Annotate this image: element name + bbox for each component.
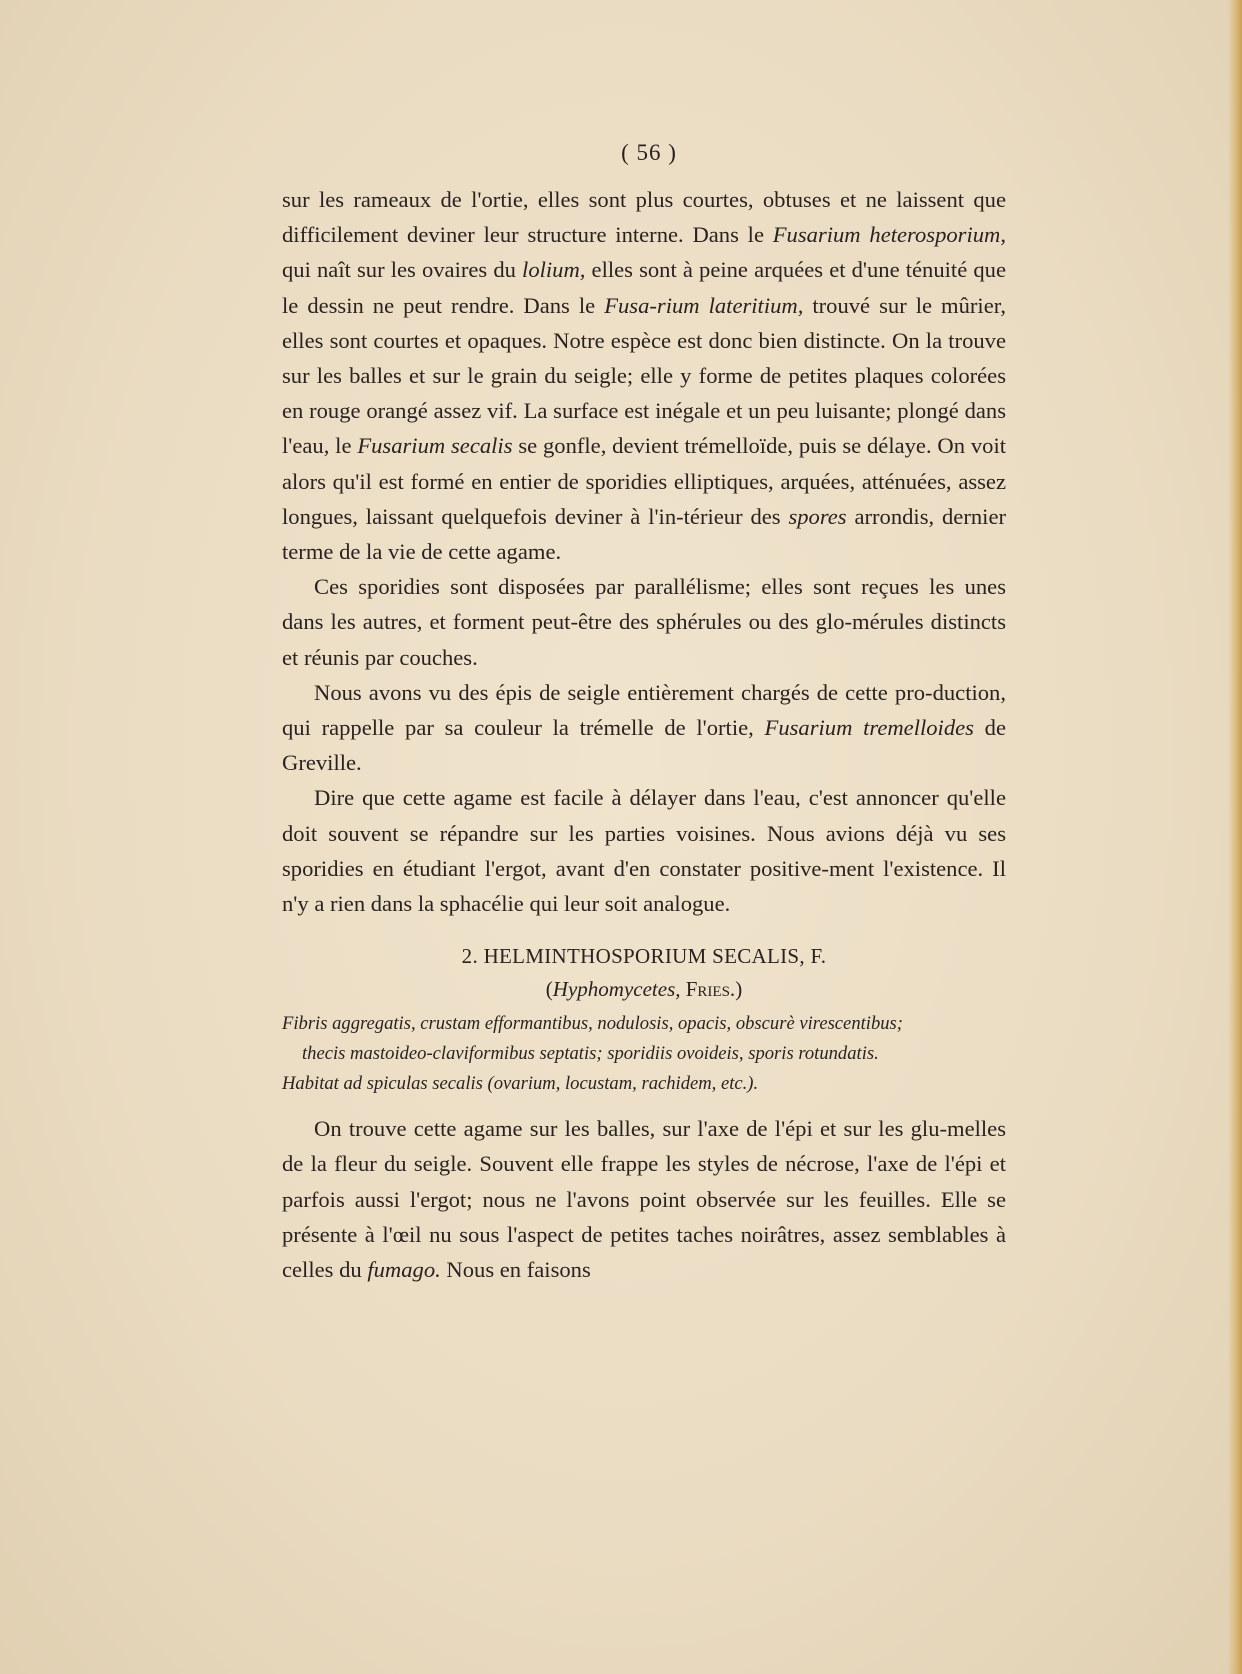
paragraph-final	[282, 1111, 1006, 1287]
text-segment: lolium,	[522, 257, 586, 283]
text-segment: Fusarium secalis	[357, 433, 513, 459]
final-text: On trouve cette agame sur les balles, sur l'axe de l'épi et sur les glu-melles de la fleur du seigle. Souvent elle frappe les styles de nécrose, l'axe de l'épi et parfois aussi l'ergot; nous ne l'avons point observée sur les feuilles. Elle se présente à l'œil nu sous l'aspect de petites taches noirâtres, assez semblables à celles du	[282, 1116, 1006, 1283]
text-segment: Nous avons vu des épis de seigle entièrement chargés de cette pro-duction, qui rappelle par sa couleur la trémelle de l'ortie,	[282, 679, 1006, 741]
section-title: 2. HELMINTHOSPORIUM SECALIS, F.	[461, 944, 827, 969]
text-segment: Fusarium heterosporium,	[772, 222, 1006, 248]
text-segment: sur les rameaux de l'ortie, elles sont plus courtes, obtuses et ne laissent que difficilement deviner leur structure interne. Dans le	[282, 187, 1006, 248]
text-segment: elles sont à peine arquées et d'une ténuité que le dessin ne peut rendre. Dans le	[282, 257, 1006, 318]
page-number: ( 56 )	[621, 140, 677, 165]
paragraph-3	[282, 675, 1006, 781]
paragraph-2	[282, 569, 1006, 675]
text-segment: Fusarium tremelloides	[764, 715, 974, 741]
paragraph-4	[282, 780, 1006, 921]
diagnosis-line-1: Fibris aggregatis, crustam efformantibus, nodulosis, opacis, obscurè virescentibus;	[282, 1013, 903, 1035]
text-segment: spores	[788, 503, 847, 529]
final-italic: fumago.	[367, 1257, 441, 1283]
paragraph-1	[282, 182, 1006, 569]
subtitle-close-paren: )	[735, 977, 743, 1002]
text-segment: arrondis, dernier terme de la vie de cette agame.	[282, 503, 1006, 565]
text-segment: de Greville.	[282, 715, 1006, 776]
text-segment: Ces sporidies sont disposées par parallélisme; elles sont reçues les unes dans les autres, et forment peut-être des sphérules ou des glo-mérules distincts et réunis par couches.	[282, 574, 1006, 670]
text-segment: trouvé sur le mûrier, elles sont courtes et opaques. Notre espèce est donc bien distincte. On la trouve sur les balles et sur le grain du seigle; elle y forme de petites plaques colorées en rouge orangé assez vif. La surface est inégale et un peu luisante; plongé dans l'eau, le	[282, 292, 1007, 459]
habitat-line: Habitat ad spiculas secalis (ovarium, locustam, rachidem, etc.).	[282, 1073, 759, 1095]
diagnosis-line-2: thecis mastoideo-claviformibus septatis; sporidiis ovoideis, sporis rotundatis.	[302, 1043, 879, 1065]
subtitle-author: Fries.	[680, 977, 736, 1002]
text-segment: se gonfle, devient trémelloïde, puis se délaye. On voit alors qu'il est formé en entier de sporidies elliptiques, arquées, atténuées, assez longues, laissant quelquefois deviner à l'in-térieur des	[282, 433, 1007, 529]
page-edge-shadow	[1228, 0, 1242, 1674]
text-segment: qui naît sur les ovaires du	[282, 257, 523, 283]
final-text-end: Nous en faisons	[440, 1257, 591, 1283]
subtitle-group: Hyphomycetes,	[552, 977, 681, 1002]
subtitle-open-paren: (	[545, 977, 553, 1002]
page-text-block	[282, 136, 1006, 1287]
section-subtitle	[282, 973, 1006, 1005]
text-segment: Fusa-rium lateritium,	[604, 292, 804, 318]
text-segment: Dire que cette agame est facile à délayer dans l'eau, c'est annoncer qu'elle doit souvent se répandre sur les parties voisines. Nous avions déjà vu ses sporidies en étudiant l'ergot, avant d'en constater positive-ment l'existence. Il n'y a rien dans la sphacélie qui leur soit analogue.	[282, 785, 1006, 917]
